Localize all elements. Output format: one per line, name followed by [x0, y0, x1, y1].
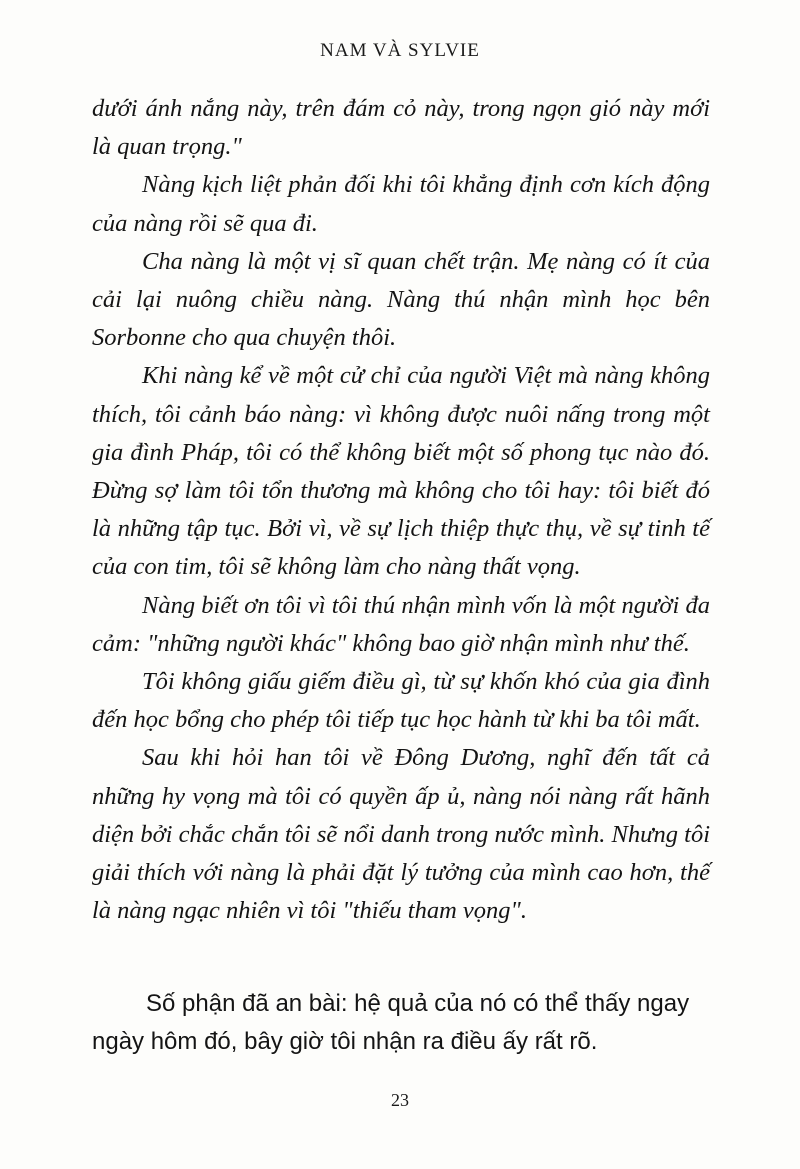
- paragraph: Sau khi hỏi han tôi về Đông Dương, nghĩ đến tất cả những hy vọng mà tôi có quyền ấp ủ, nàng nói nàng rất hãnh diện bởi chắc chắn tôi sẽ nổi danh trong nước mình. Nhưng tôi giải thích với nàng là phải đặt lý tưởng của mình cao hơn, thế là nàng ngạc nhiên vì tôi "thiếu tham vọng".: [92, 744, 710, 925]
- paragraph: Khi nàng kể về một cử chỉ của người Việt mà nàng không thích, tôi cảnh báo nàng: vì không được nuôi nấng trong một gia đình Pháp, tôi có thể không biết một số phong tục nào đó. Đừng sợ làm tôi tổn thương mà không cho tôi hay: tôi biết đó là những tập tục. Bởi vì, về sự lịch thiệp thực thụ, về sự tinh tế của con tim, tôi sẽ không làm cho nàng thất vọng.: [92, 362, 710, 581]
- closing-line: Số phận đã an bài: hệ quả của nó có thể thấy ngay: [146, 990, 690, 1017]
- closing-text: [92, 985, 726, 1061]
- running-title: NAM VÀ SYLVIE: [320, 40, 480, 61]
- page-number: 23: [391, 1090, 409, 1110]
- closing-line: ngày hôm đó, bây giờ tôi nhận ra điều ấy rất rõ.: [92, 1028, 598, 1055]
- closing-paragraph: [92, 985, 726, 1061]
- paragraph-continued: dưới ánh nắng này, trên đám cỏ này, trong ngọn gió này mới là quan trọng.": [92, 95, 710, 161]
- paragraph: Cha nàng là một vị sĩ quan chết trận. Mẹ nàng có ít của cải lại nuông chiều nàng. Nàng thú nhận mình học bên Sorbonne cho qua chuyện thôi.: [92, 247, 710, 352]
- paragraph: Nàng kịch liệt phản đối khi tôi khẳng định cơn kích động của nàng rồi sẽ qua đi.: [92, 171, 710, 237]
- body-text: [92, 90, 710, 930]
- paragraph: Tôi không giấu giếm điều gì, từ sự khốn khó của gia đình đến học bổng cho phép tôi tiếp tục học hành từ khi ba tôi mất.: [92, 668, 710, 734]
- paragraph: Nàng biết ơn tôi vì tôi thú nhận mình vốn là một người đa cảm: "những người khác" không bao giờ nhận mình như thế.: [92, 591, 710, 657]
